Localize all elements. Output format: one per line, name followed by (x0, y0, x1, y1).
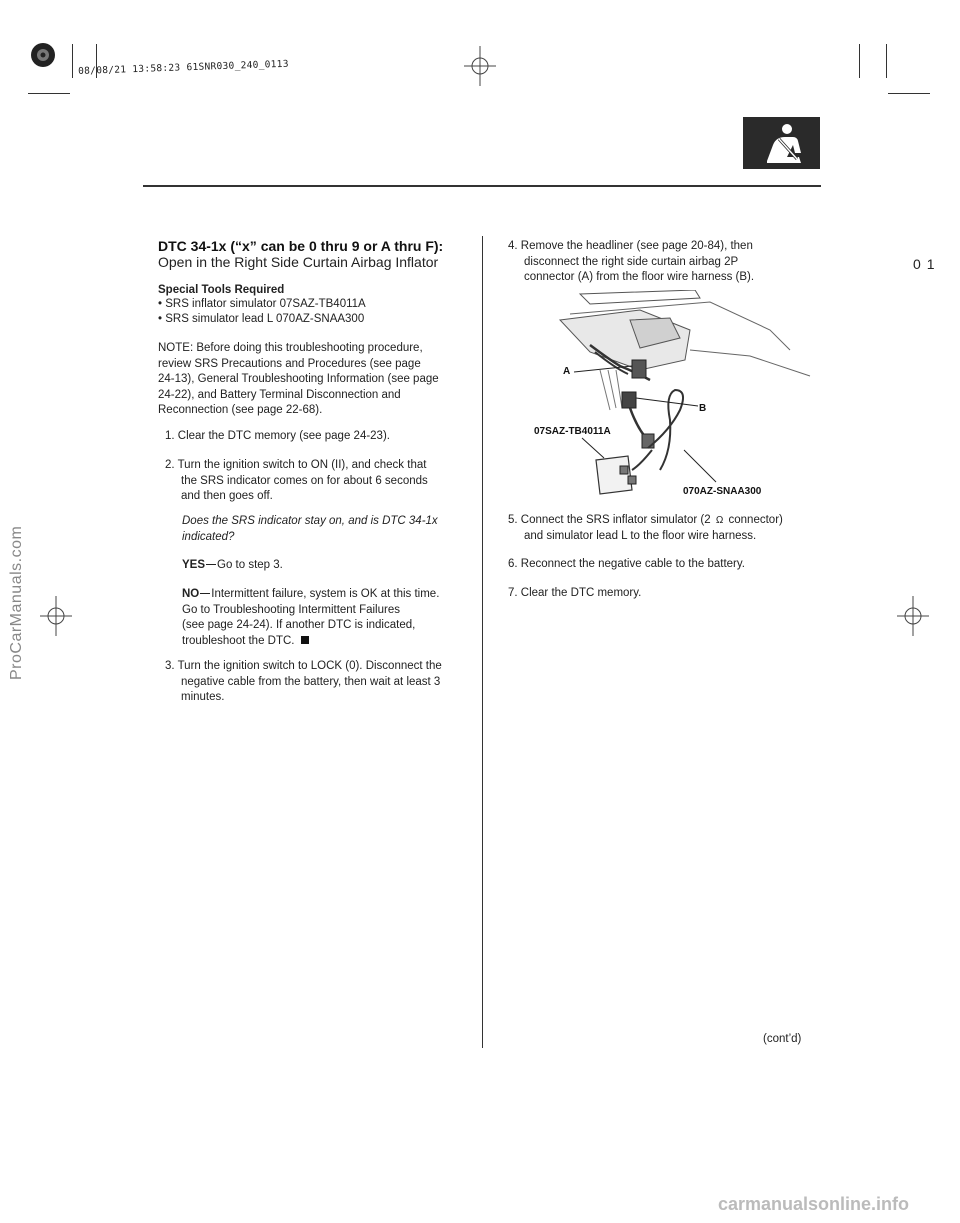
seatbelt-icon (743, 117, 820, 169)
watermark-left: ProCarManuals.com (8, 525, 25, 680)
yes-label: YES (182, 559, 206, 571)
step-4-line: connector (A) from the floor wire harness (B). (524, 271, 755, 283)
yes-branch (182, 558, 283, 574)
tool-item: • SRS simulator lead L 070AZ-SNAA300 (158, 313, 365, 325)
no-text-line: Go to Troubleshooting Intermittent Failures (182, 603, 400, 616)
note-line: 24-13), General Troubleshooting Information (see page (158, 373, 439, 385)
step-2-line: 2. Turn the ignition switch to ON (II), and check that (165, 459, 427, 471)
crop-mark (886, 44, 887, 78)
column-divider (482, 236, 483, 1048)
crosshair-mark-icon (36, 596, 76, 636)
step-4-line: 4. Remove the headliner (see page 20-84), then (508, 240, 753, 252)
step-3-line: minutes. (181, 691, 225, 703)
dtc-subtitle: Open in the Right Side Curtain Airbag Inflator (158, 254, 439, 270)
watermark-bottom: carmanualsonline.info (718, 1194, 910, 1214)
no-text-line: Intermittent failure, system is OK at this time. (211, 588, 440, 600)
tool-item: • SRS inflator simulator 07SAZ-TB4011A (158, 298, 366, 310)
step-3-line: negative cable from the battery, then wait at least 3 (181, 675, 441, 688)
step-5-line: connector) (728, 514, 783, 526)
step-7: 7. Clear the DTC memory. (508, 587, 642, 599)
crop-mark (28, 93, 70, 94)
crop-mark (859, 44, 860, 78)
crosshair-mark-icon (893, 596, 933, 636)
step-5 (508, 513, 818, 544)
note-line: 24-22), and Battery Terminal Disconnection and (158, 388, 401, 401)
step-4-line: disconnect the right side curtain airbag 2P (524, 255, 739, 268)
no-dash (200, 593, 210, 594)
step-4 (508, 239, 808, 286)
question-line: Does the SRS indicator stay on, and is DTC 34-1x (182, 515, 438, 527)
side-code: 01 (913, 256, 941, 272)
step-2 (165, 458, 475, 505)
ohm-symbol: Ω (715, 515, 724, 526)
end-square-icon (301, 636, 309, 644)
step-3-line: 3. Turn the ignition switch to LOCK (0). Disconnect the (165, 660, 442, 672)
label-a: A (563, 366, 571, 377)
step-6: 6. Reconnect the negative cable to the battery. (508, 558, 745, 570)
step-5-line: and simulator lead L to the floor wire harness. (524, 529, 757, 542)
note-line: Reconnection (see page 22-68). (158, 404, 323, 416)
connector-illustration (520, 290, 820, 500)
note-line: NOTE: Before doing this troubleshooting procedure, (158, 342, 423, 354)
dtc-title: DTC 34-1x (“x” can be 0 thru 9 or A thru F): (158, 238, 444, 254)
yes-dash (206, 564, 216, 565)
header-rule (143, 185, 821, 187)
no-text-line: (see page 24-24). If another DTC is indicated, (182, 619, 416, 631)
print-stamp: 08/08/21 13:58:23 61SNR030_240_0113 (78, 58, 289, 77)
yes-text: Go to step 3. (217, 559, 283, 571)
label-lead: 070AZ-SNAA300 (683, 486, 762, 497)
step-3 (165, 659, 475, 706)
step-2-line: and then goes off. (181, 490, 273, 502)
step-1: 1. Clear the DTC memory (see page 24-23). (165, 430, 390, 442)
question (182, 514, 482, 545)
label-simulator: 07SAZ-TB4011A (534, 426, 611, 437)
connector-figure (520, 290, 820, 500)
label-b: B (699, 403, 707, 414)
note-line: review SRS Precautions and Procedures (see page (158, 357, 421, 370)
registration-target-icon (30, 42, 56, 68)
no-text-line: troubleshoot the DTC. (182, 634, 295, 647)
crop-mark (72, 44, 73, 78)
question-line: indicated? (182, 530, 235, 543)
crosshair-mark-icon (460, 46, 500, 86)
step-5-line: 5. Connect the SRS inflator simulator (2 (508, 514, 711, 526)
no-branch (182, 587, 482, 649)
crop-mark (888, 93, 930, 94)
continued-note: (cont’d) (763, 1033, 802, 1045)
step-2-line: the SRS indicator comes on for about 6 seconds (181, 474, 428, 487)
note-block (158, 341, 478, 419)
special-tools-heading: Special Tools Required (158, 284, 285, 296)
no-label: NO (182, 588, 200, 600)
